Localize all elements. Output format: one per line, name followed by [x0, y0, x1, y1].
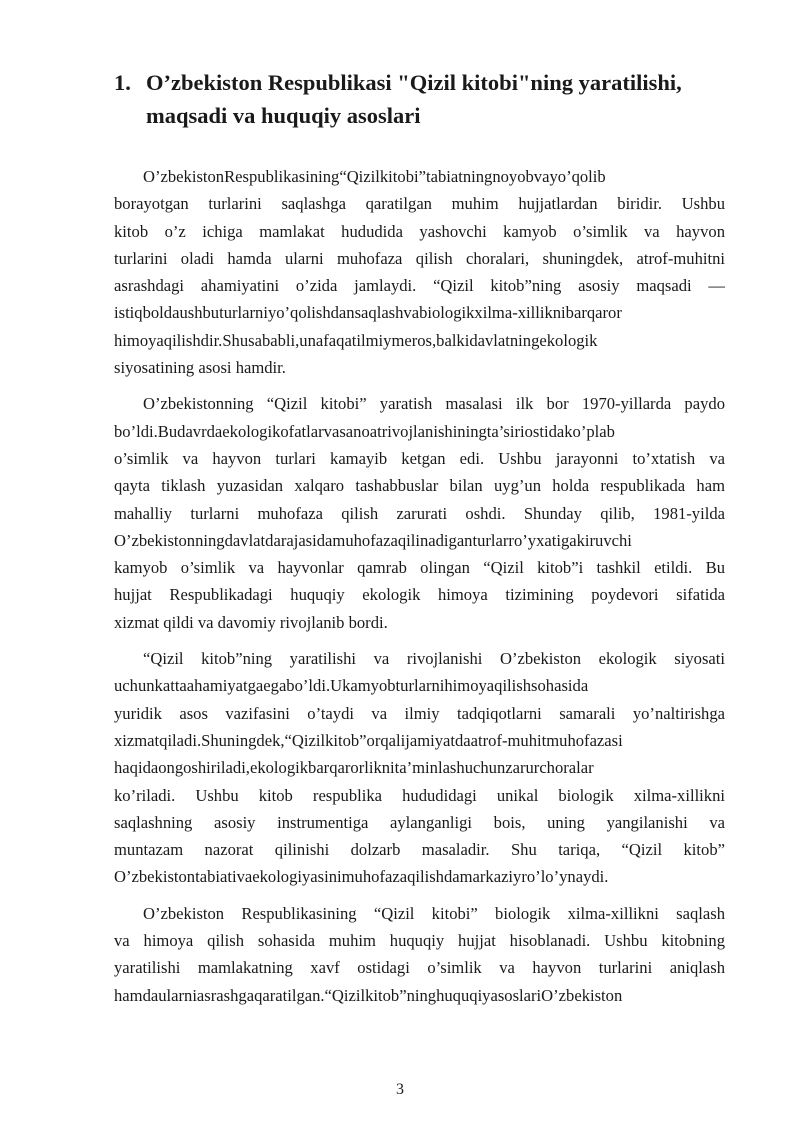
text-line: kamyob o’simlik va hayvonlar qamrab olingan “Qizil kitob”i tashkil etildi. Bu	[114, 558, 725, 578]
text-line: siyosatining asosi hamdir.	[114, 358, 286, 378]
text-line: kitob o’z ichiga mamlakat hududida yashovchi kamyob o’simlik va hayvon	[114, 221, 725, 241]
section-title-line: O’zbekiston Respublikasi "Qizil kitobi"ning yaratilishi,	[146, 70, 682, 95]
text-line: o’simlik va hayvon turlari kamayib ketgan edi. Ushbu jarayonni to’xtatish va	[114, 448, 725, 468]
paragraph-4	[114, 900, 725, 1009]
body-text	[114, 163, 725, 1018]
text-line: saqlashning asosiy instrumentiga aylanganligi bois, uning yangilanishi va	[114, 812, 725, 832]
text-line: hamdaularniasrashgaqaratilgan.“Qizilkitob”ninghuquqiyasoslariO’zbekiston	[114, 985, 623, 1005]
section-heading	[114, 66, 754, 132]
text-line: turlarini oladi hamda ularni muhofaza qilish choralari, shuningdek, atrof-muhitni	[114, 248, 725, 268]
text-line: himoyaqilishdir.Shusababli,unafaqatilmiymeros,balkidavlatningekologik	[114, 330, 598, 350]
text-line: borayotgan turlarini saqlashga qaratilgan muhim hujjatlardan biridir. Ushbu	[114, 194, 725, 214]
paragraph-1	[114, 163, 725, 381]
text-line: haqidaongoshiriladi,ekologikbarqarorliknita’minlashuchunzarurchoralar	[114, 758, 594, 778]
text-line: xizmat qildi va davomiy rivojlanib bordi.	[114, 612, 388, 632]
text-line: O’zbekiston Respublikasining “Qizil kitobi” biologik xilma-xillikni saqlash	[143, 903, 725, 923]
text-line: O’zbekistonningdavlatdarajasidamuhofazaqilinadiganturlarro’yxatigakiruvchi	[114, 530, 632, 550]
text-line: ko’riladi. Ushbu kitob respublika hududidagi unikal biologik xilma-xillikni	[114, 785, 725, 805]
text-line: O’zbekistonRespublikasining“Qizilkitobi”tabiatningnoyobvayo’qolib	[143, 167, 606, 186]
section-number: 1.	[114, 70, 131, 95]
text-line: hujjat Respublikadagi huquqiy ekologik himoya tizimining poydevori sifatida	[114, 585, 725, 605]
text-line: xizmatqiladi.Shuningdek,“Qizilkitob”orqalijamiyatdaatrof-muhitmuhofazasi	[114, 730, 623, 750]
paragraph-3	[114, 645, 725, 891]
text-line: “Qizil kitob”ning yaratilishi va rivojlanishi O’zbekiston ekologik siyosati	[143, 649, 725, 669]
text-line: O’zbekistontabiativaekologiyasinimuhofazaqilishdamarkaziyro’lo’ynaydi.	[114, 867, 609, 887]
text-line: asrashdagi ahamiyatini o’zida jamlaydi. “Qizil kitob”ning asosiy maqsadi —	[114, 276, 725, 296]
page-number: 3	[396, 1081, 404, 1098]
section-title-line: maqsadi va huquqiy asoslari	[146, 103, 421, 128]
text-line: qayta tiklash yuzasidan xalqaro tashabbuslar bilan uyg’un holda respublikada ham	[114, 476, 725, 496]
text-line: istiqboldaushbuturlarniyo’qolishdansaqlashvabiologikxilma-xilliknibarqaror	[114, 303, 622, 323]
text-line: va himoya qilish sohasida muhim huquqiy hujjat hisoblanadi. Ushbu kitobning	[114, 931, 725, 951]
text-line: bo’ldi.Budavrdaekologikofatlarvasanoatrivojlanishiningta’siriostidako’plab	[114, 421, 615, 441]
text-line: muntazam nazorat qilinishi dolzarb masaladir. Shu tariqa, “Qizil kitob”	[114, 840, 725, 860]
text-line: yuridik asos vazifasini o’taydi va ilmiy tadqiqotlarni samarali yo’naltirishga	[114, 703, 725, 723]
text-line: O’zbekistonning “Qizil kitobi” yaratish masalasi ilk bor 1970-yillarda paydo	[143, 394, 725, 414]
text-line: mahalliy turlarni muhofaza qilish zarurati oshdi. Shunday qilib, 1981-yilda	[114, 503, 725, 523]
text-line: yaratilishi mamlakatning xavf ostidagi o’simlik va hayvon turlarini aniqlash	[114, 958, 725, 978]
text-line: uchunkattaahamiyatgaegabo’ldi.Ukamyobturlarnihimoyaqilishsohasida	[114, 676, 589, 696]
paragraph-2	[114, 390, 725, 636]
